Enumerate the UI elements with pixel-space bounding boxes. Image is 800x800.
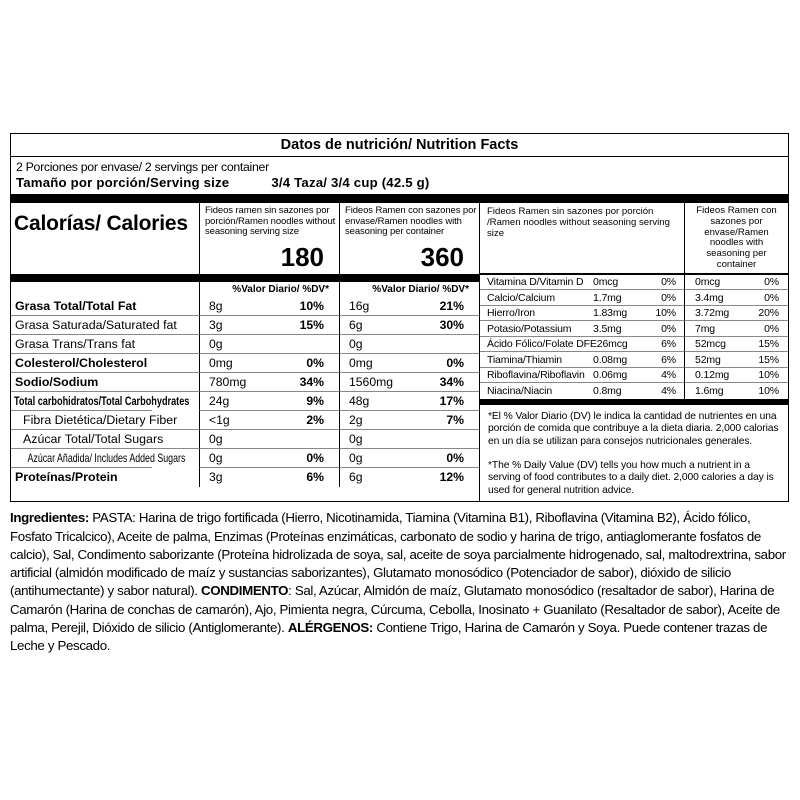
vitamin-label: Tiamina/Thiamin xyxy=(487,353,562,366)
amount-container: 0g xyxy=(349,337,363,351)
alergenos-label: ALÉRGENOS: xyxy=(287,620,373,636)
dv-container: 10% xyxy=(758,369,779,382)
dv-serving: 0% xyxy=(661,322,676,335)
nutrition-label-panel xyxy=(10,133,789,502)
footnotes xyxy=(480,405,788,502)
calories-with-seasoning-cell xyxy=(339,203,479,274)
dv-serving: 0% xyxy=(661,276,676,289)
footnote-spanish: *El % Valor Diario (DV) le indica la cantidad de nutrientes en una porción de comida que contribuye a la dieta diaria. 2,000 calorias en un día se utilizan para consejos nutricionales generales. xyxy=(488,410,779,447)
table-row xyxy=(480,306,788,322)
dv-serving: 15% xyxy=(299,318,324,332)
dv-container: 7% xyxy=(446,413,464,427)
alergenos-text: Contiene Trigo, Harina de Camarón y Soya. Puede contener trazas de Leche y Pescado. xyxy=(10,620,768,654)
calories-with-seasoning-value: 360 xyxy=(420,242,464,272)
nutrient-label: Azúcar Añadida/ Includes Added Sugars xyxy=(11,449,152,468)
dv-container xyxy=(406,337,479,353)
daily-value-header-row xyxy=(11,282,479,297)
header-with-seasoning: Fideos Ramen con sazones por envase/Ramen noodles with seasoning per container xyxy=(684,203,788,273)
dv-serving: 6% xyxy=(306,470,324,484)
dv-container: 12% xyxy=(439,470,464,484)
dv-container: 10% xyxy=(758,384,779,397)
vitamin-label: Hierro/Iron xyxy=(487,307,535,320)
dv-header-serving: %Valor Diario/ %DV* xyxy=(199,282,339,297)
nutrient-label: Fibra Dietética/Dietary Fiber xyxy=(11,411,199,430)
dv-serving: 10% xyxy=(655,307,676,320)
amount-serving: 0.08mg xyxy=(593,353,628,366)
nutrient-label: Grasa Total/Total Fat xyxy=(11,297,199,316)
micronutrient-headers xyxy=(480,203,788,273)
dv-container: 0% xyxy=(764,276,779,289)
vitamin-label: Calcio/Calcium xyxy=(487,291,555,304)
nutrient-label: Proteínas/Protein xyxy=(15,470,118,484)
divider-thick-bar xyxy=(11,194,788,203)
amount-container: 0mcg xyxy=(695,276,721,289)
amount-serving: 24g xyxy=(209,394,230,408)
footnote-english: *The % Daily Value (DV) tells you how much a nutrient in a serving of food contributes to a daily diet. 2,000 calories a day is used for general nutrition advice. xyxy=(488,459,774,496)
dv-container: 0% xyxy=(446,356,464,370)
amount-container: 3.72mg xyxy=(695,307,730,320)
vitamin-label: Vitamina D/Vitamin D xyxy=(487,276,584,289)
nutrient-label: Colesterol/Cholesterol xyxy=(11,354,199,373)
dv-serving: 2% xyxy=(306,413,324,427)
dv-serving: 34% xyxy=(299,375,324,389)
dv-container: 0% xyxy=(764,291,779,304)
table-row xyxy=(11,316,479,335)
calories-with-seasoning-desc: Fideos Ramen con sazones por envase/Ramen noodles with seasoning per container xyxy=(345,205,477,238)
amount-serving: 1.83mg xyxy=(593,307,628,320)
amount-container: 6g xyxy=(349,470,363,484)
amount-container: 7mg xyxy=(695,322,715,335)
dv-serving: 4% xyxy=(661,369,676,382)
servings-per-container: 2 Porciones por envase/ 2 servings per container xyxy=(16,160,269,174)
amount-container: 6g xyxy=(349,318,363,332)
table-row xyxy=(11,468,479,487)
dv-container: 34% xyxy=(439,375,464,389)
dv-container: 0% xyxy=(446,451,464,465)
vitamin-label: Potasio/Potassium xyxy=(487,322,572,335)
dv-serving xyxy=(266,337,339,353)
table-row xyxy=(11,449,479,468)
label-title: Datos de nutrición/ Nutrition Facts xyxy=(11,134,788,157)
table-row xyxy=(11,392,479,411)
table-row xyxy=(11,297,479,316)
dv-serving: 4% xyxy=(661,384,676,397)
vitamin-label: Riboflavina/Riboflavin xyxy=(487,369,585,382)
amount-serving: 0mg xyxy=(209,356,233,370)
ingredients-paragraph xyxy=(10,509,793,655)
calories-without-seasoning-desc: Fideos ramen sin sazones por porción/Ramen noodles without seasoning serving size xyxy=(205,205,336,238)
dv-serving: 10% xyxy=(299,299,324,313)
calories-without-seasoning-cell xyxy=(199,203,339,274)
amount-container: 52mcg xyxy=(695,338,726,351)
dv-container: 0% xyxy=(764,322,779,335)
table-row xyxy=(480,290,788,306)
table-row xyxy=(11,430,479,449)
amount-serving: 0mcg xyxy=(593,276,619,289)
amount-serving: 0.8mg xyxy=(593,384,622,397)
header-without-seasoning: Fideos Ramen sin sazones por porción /Ramen noodles without seasoning serving size xyxy=(487,206,670,239)
amount-container: 2g xyxy=(349,413,363,427)
dv-container: 20% xyxy=(758,307,779,320)
amount-serving: 0g xyxy=(209,451,223,465)
amount-serving: 26mcg xyxy=(596,338,628,351)
label-body xyxy=(11,203,788,501)
amount-serving: 0g xyxy=(209,432,223,446)
amount-container: 48g xyxy=(349,394,370,408)
dv-container xyxy=(406,432,479,448)
dv-serving xyxy=(266,432,339,448)
calories-without-seasoning-value: 180 xyxy=(280,242,324,272)
nutrient-label: Sodio/Sodium xyxy=(11,373,199,392)
amount-serving: 1.7mg xyxy=(593,291,622,304)
spacer xyxy=(11,282,199,297)
amount-serving: 3g xyxy=(209,470,223,484)
table-row xyxy=(480,337,788,353)
nutrient-label: Grasa Saturada/Saturated fat xyxy=(11,316,199,335)
nutrient-label: Total carbohidratos/Total Carbohydrates xyxy=(11,392,152,411)
table-row xyxy=(480,275,788,291)
dv-serving: 0% xyxy=(661,291,676,304)
amount-container: 0.12mg xyxy=(695,369,730,382)
amount-serving: 0.06mg xyxy=(593,369,628,382)
micronutrient-panel xyxy=(479,203,788,501)
amount-container: 1560mg xyxy=(349,375,394,389)
amount-serving: <1g xyxy=(209,413,230,427)
amount-serving: 3.5mg xyxy=(593,322,622,335)
vitamin-label: Niacina/Niacin xyxy=(487,384,553,397)
ingredients-pasta-text: PASTA: Harina de trigo fortificada (Hierro, Nicotinamida, Tiamina (Vitamina B1), Riboflavina (Vitamina B2), Ácido fólico, Fosfato Tricalcico), Aceite de palma, Enzimas (Proteínas enzimáticas, carbonato de sodio y harina de trigo, antiaglomerante fosfatos de calcio), Sal, Condimento saborizante (Proteína hidrolizada de soya, sal, aceite de soya parcialmente hidrogenado, sal, maltodrextrina, sabor artificial (almidón modificado de maíz y sustancias saborizantes), Glutamato monosódico (Potenciador de sabor), dióxido de silicio (antihumectante) y sabor natural). xyxy=(10,510,786,599)
amount-serving: 0g xyxy=(209,337,223,351)
amount-container: 3.4mg xyxy=(695,291,724,304)
table-row xyxy=(480,383,788,399)
vitamin-label: Ácido Fólico/Folate DFE xyxy=(487,338,597,351)
amount-serving: 780mg xyxy=(209,375,247,389)
serving-size-row xyxy=(16,175,783,190)
table-row xyxy=(480,321,788,337)
amount-container: 0mg xyxy=(349,356,373,370)
macronutrient-table xyxy=(11,203,479,501)
table-row xyxy=(480,368,788,384)
dv-container: 15% xyxy=(758,353,779,366)
ingredients-label: Ingredientes: xyxy=(10,510,89,526)
table-row xyxy=(11,354,479,373)
divider-thick-bar xyxy=(11,274,479,282)
dv-serving: 0% xyxy=(306,451,324,465)
dv-container: 15% xyxy=(758,338,779,351)
amount-serving: 3g xyxy=(209,318,223,332)
condimento-label: CONDIMENTO xyxy=(201,583,289,599)
calories-section xyxy=(11,203,479,274)
table-row xyxy=(11,335,479,354)
amount-serving: 8g xyxy=(209,299,223,313)
serving-info xyxy=(11,157,788,194)
dv-container: 17% xyxy=(439,394,464,408)
dv-serving: 0% xyxy=(306,356,324,370)
table-row xyxy=(480,352,788,368)
dv-serving: 6% xyxy=(661,338,676,351)
dv-serving: 6% xyxy=(661,353,676,366)
nutrient-label: Azúcar Total/Total Sugars xyxy=(11,430,199,449)
amount-container: 16g xyxy=(349,299,370,313)
dv-serving: 9% xyxy=(306,394,324,408)
dv-header-container: %Valor Diario/ %DV* xyxy=(339,282,479,297)
amount-container: 0g xyxy=(349,451,363,465)
dv-container: 21% xyxy=(439,299,464,313)
dv-container: 30% xyxy=(439,318,464,332)
serving-size-label: Tamaño por porción/Serving size xyxy=(16,175,230,190)
nutrient-label: Grasa Trans/Trans fat xyxy=(11,335,199,354)
serving-size-value: 3/4 Taza/ 3/4 cup (42.5 g) xyxy=(271,175,430,190)
table-row xyxy=(11,373,479,392)
table-row xyxy=(11,411,479,430)
calories-heading: Calorías/ Calories xyxy=(14,212,188,235)
amount-container: 0g xyxy=(349,432,363,446)
amount-container: 52mg xyxy=(695,353,721,366)
amount-container: 1.6mg xyxy=(695,384,724,397)
condimento-text: : Sal, Azúcar, Almidón de maíz, Glutamato monosódico (resaltador de sabor), Harina de Camarón (Harina de conchas de camarón), Ajo, Pimienta negra, Cúrcuma, Cebolla, Inosinato + Guanilato (Resaltador de sabor), Aceite de palma, Perejil, Dióxido de silicio (Antiglomerante). xyxy=(10,583,780,636)
